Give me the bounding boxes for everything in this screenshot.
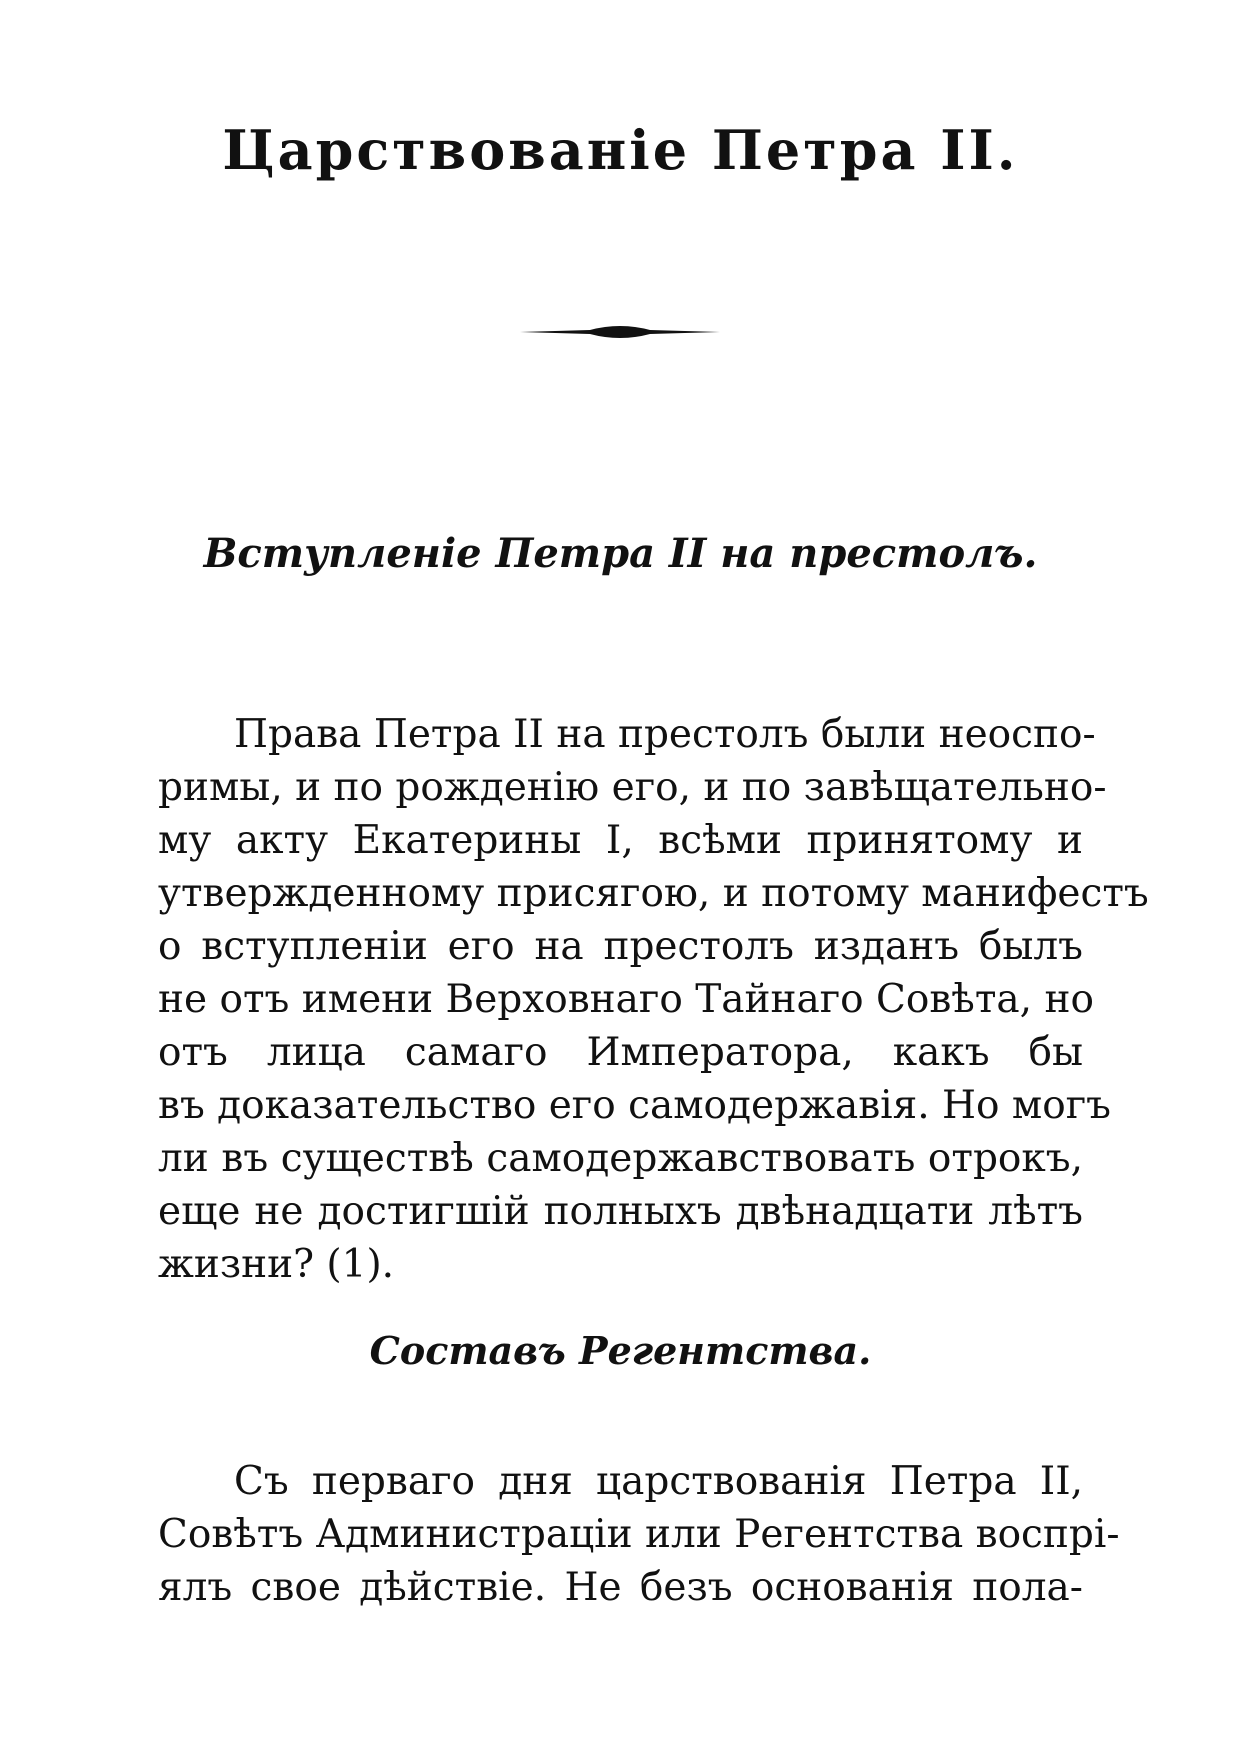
text-line: ли въ существѣ самодержавствовать отрокъ, — [158, 1136, 1083, 1181]
text-line: Права Петра II на престолъ были неоспо- — [234, 712, 1096, 757]
section-heading-regency: Составъ Регентства. — [369, 1328, 872, 1373]
text-line: Съ перваго дня царствованія Петра II, — [234, 1459, 1083, 1504]
text-line: въ доказательство его самодержавія. Но могъ — [158, 1083, 1111, 1128]
ornament-divider-icon — [520, 322, 720, 342]
paragraph-regency — [158, 1455, 1120, 1614]
text-line: еще не достигшій полныхъ двѣнадцати лѣтъ — [158, 1189, 1083, 1234]
text-line: ялъ свое дѣйствіе. Не безъ основанія пола- — [158, 1565, 1083, 1610]
text-line: отъ лица самаго Императора, какъ бы — [158, 1030, 1083, 1075]
text-line: о вступленіи его на престолъ изданъ былъ — [158, 924, 1083, 969]
text-line: жизни? (1). — [158, 1242, 395, 1287]
text-line: Совѣтъ Администраціи или Регентства воспрі- — [158, 1512, 1120, 1557]
section-heading-accession: Вступленіе Петра II на престолъ. — [203, 530, 1038, 577]
paragraph-accession — [158, 708, 1149, 1291]
text-line: римы, и по рожденію его, и по завѣщательно- — [158, 765, 1107, 810]
page-title: Царствованіе Петра II. — [222, 118, 1019, 182]
text-line: му акту Екатерины I, всѣми принятому и — [158, 818, 1083, 863]
text-line: утвержденному присягою, и потому манифестъ — [158, 871, 1149, 916]
text-line: не отъ имени Верховнаго Тайнаго Совѣта, но — [158, 977, 1094, 1022]
